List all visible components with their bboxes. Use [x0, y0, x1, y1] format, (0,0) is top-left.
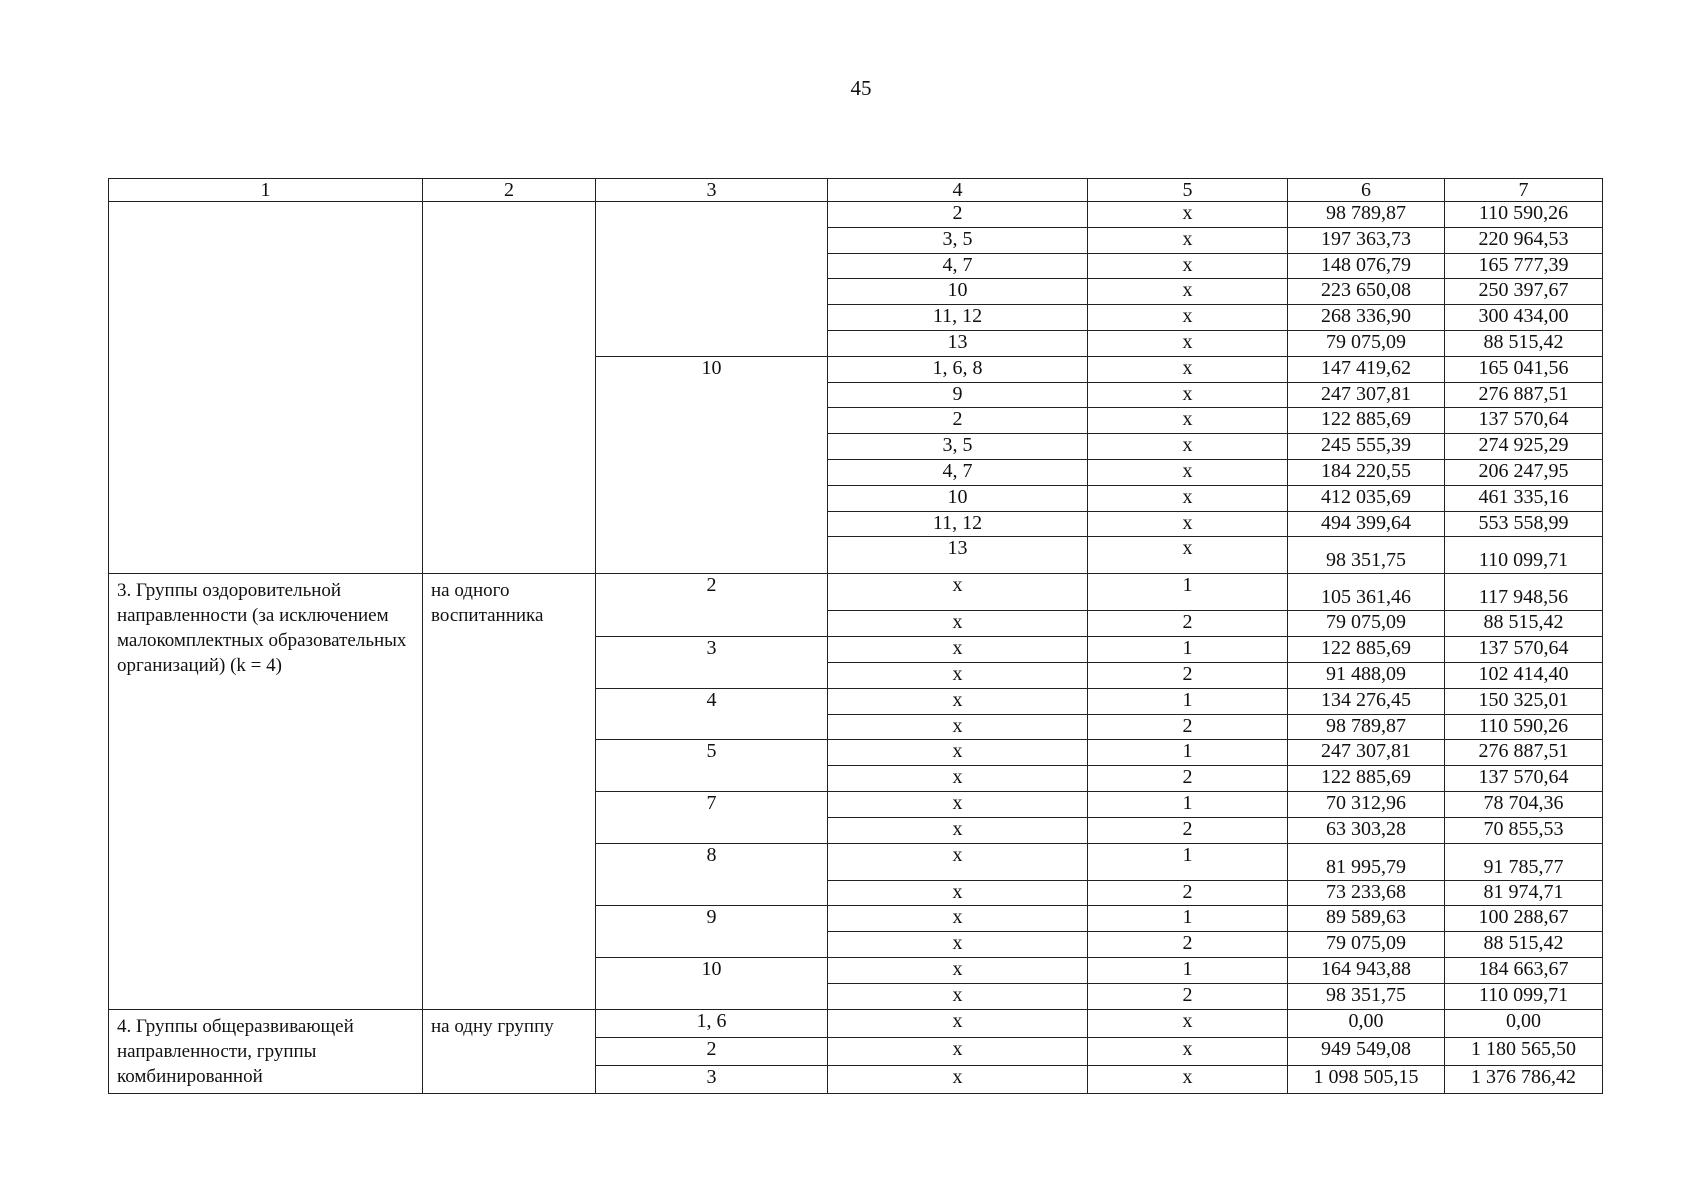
- table-cell: х: [828, 932, 1088, 958]
- table-cell: х: [828, 574, 1088, 611]
- header-row: [109, 179, 1603, 202]
- table-cell: х: [1088, 434, 1288, 460]
- table-cell: х: [828, 714, 1088, 740]
- table-cell: 4, 7: [828, 459, 1088, 485]
- group-number-cell: 4: [596, 688, 828, 740]
- group-number-cell: 9: [596, 906, 828, 958]
- table-cell: 0,00: [1288, 1009, 1445, 1037]
- table-cell: 9: [828, 382, 1088, 408]
- table-cell: х: [828, 611, 1088, 637]
- table-cell: 1: [1088, 688, 1288, 714]
- cont-unit-cell: [423, 202, 596, 574]
- table-cell: 2: [1088, 880, 1288, 906]
- table-cell: 3, 5: [828, 434, 1088, 460]
- table-cell: 63 303,28: [1288, 817, 1445, 843]
- table-cell: 412 035,69: [1288, 485, 1445, 511]
- table-cell: х: [1088, 1037, 1288, 1065]
- table-cell: 276 887,51: [1445, 740, 1603, 766]
- table-cell: 137 570,64: [1445, 637, 1603, 663]
- group-number-cell: 2: [596, 574, 828, 637]
- table-cell: х: [1088, 382, 1288, 408]
- table-cell: 78 704,36: [1445, 791, 1603, 817]
- table-cell: х: [828, 688, 1088, 714]
- table-cell: 137 570,64: [1445, 766, 1603, 792]
- table-cell: 89 589,63: [1288, 906, 1445, 932]
- group-number-cell: 10: [596, 957, 828, 1009]
- group-number-cell: 1, 6: [596, 1009, 828, 1037]
- table-cell: 2: [1088, 983, 1288, 1009]
- table-cell: 2: [1088, 714, 1288, 740]
- table-cell: х: [828, 817, 1088, 843]
- table-cell: 1: [1088, 843, 1288, 880]
- table-cell: 250 397,67: [1445, 279, 1603, 305]
- table-cell: 300 434,00: [1445, 305, 1603, 331]
- table-cell: х: [828, 637, 1088, 663]
- table-cell: 3, 5: [828, 227, 1088, 253]
- table-cell: х: [828, 1037, 1088, 1065]
- table-cell: х: [1088, 305, 1288, 331]
- group-number-cell: 7: [596, 791, 828, 843]
- table-cell: 10: [828, 485, 1088, 511]
- table-cell: х: [1088, 511, 1288, 537]
- table-cell: 10: [828, 279, 1088, 305]
- header-cell: 1: [109, 179, 423, 202]
- table-cell: 1 180 565,50: [1445, 1037, 1603, 1065]
- table-cell: 276 887,51: [1445, 382, 1603, 408]
- unit-cell: на одного воспитанника: [423, 574, 596, 1009]
- table-row: [109, 202, 1603, 228]
- table-cell: 150 325,01: [1445, 688, 1603, 714]
- table-cell: 494 399,64: [1288, 511, 1445, 537]
- table-cell: 11, 12: [828, 511, 1088, 537]
- table-cell: 2: [1088, 766, 1288, 792]
- group-number-cell: 8: [596, 843, 828, 906]
- table-cell: 81 974,71: [1445, 880, 1603, 906]
- table-cell: 98 789,87: [1288, 202, 1445, 228]
- table-cell: 148 076,79: [1288, 253, 1445, 279]
- table-cell: 134 276,45: [1288, 688, 1445, 714]
- table-cell: х: [1088, 253, 1288, 279]
- table-cell: 110 590,26: [1445, 202, 1603, 228]
- table-cell: 88 515,42: [1445, 611, 1603, 637]
- group-number-cell: 3: [596, 637, 828, 689]
- table-cell: 1, 6, 8: [828, 356, 1088, 382]
- table-cell: 79 075,09: [1288, 932, 1445, 958]
- table-cell: 73 233,68: [1288, 880, 1445, 906]
- table-cell: 98 351,75: [1288, 983, 1445, 1009]
- table-cell: 117 948,56: [1445, 574, 1603, 611]
- table-cell: 1 098 505,15: [1288, 1065, 1445, 1093]
- table-cell: х: [1088, 1009, 1288, 1037]
- table-cell: 98 789,87: [1288, 714, 1445, 740]
- table-cell: 1: [1088, 740, 1288, 766]
- table-cell: 164 943,88: [1288, 957, 1445, 983]
- table-cell: 165 041,56: [1445, 356, 1603, 382]
- table-cell: 1: [1088, 957, 1288, 983]
- table-cell: 2: [1088, 932, 1288, 958]
- table-cell: 122 885,69: [1288, 637, 1445, 663]
- table-cell: 220 964,53: [1445, 227, 1603, 253]
- table-cell: 110 590,26: [1445, 714, 1603, 740]
- table-cell: 79 075,09: [1288, 330, 1445, 356]
- table-cell: х: [828, 740, 1088, 766]
- table-cell: х: [828, 957, 1088, 983]
- table-cell: 105 361,46: [1288, 574, 1445, 611]
- table-cell: х: [1088, 1065, 1288, 1093]
- table-cell: х: [828, 1009, 1088, 1037]
- table-cell: х: [828, 843, 1088, 880]
- table-cell: х: [1088, 459, 1288, 485]
- table-cell: 461 335,16: [1445, 485, 1603, 511]
- table-row: [109, 574, 1603, 611]
- table-cell: х: [1088, 356, 1288, 382]
- section-label-cell: 4. Группы общеразвивающей направленности, группы комбинированной: [109, 1009, 423, 1093]
- table-cell: 1: [1088, 906, 1288, 932]
- table-cell: 949 549,08: [1288, 1037, 1445, 1065]
- table-cell: 100 288,67: [1445, 906, 1603, 932]
- group-number-cell: 2: [596, 1037, 828, 1065]
- table-cell: х: [1088, 227, 1288, 253]
- header-cell: 2: [423, 179, 596, 202]
- header-cell: 4: [828, 179, 1088, 202]
- table-cell: 206 247,95: [1445, 459, 1603, 485]
- table-cell: х: [828, 791, 1088, 817]
- table-cell: 88 515,42: [1445, 932, 1603, 958]
- table-cell: 122 885,69: [1288, 766, 1445, 792]
- table-cell: 274 925,29: [1445, 434, 1603, 460]
- table-cell: 245 555,39: [1288, 434, 1445, 460]
- table-cell: 247 307,81: [1288, 740, 1445, 766]
- table-cell: 13: [828, 537, 1088, 574]
- table-cell: 122 885,69: [1288, 408, 1445, 434]
- table-cell: 165 777,39: [1445, 253, 1603, 279]
- table-cell: 13: [828, 330, 1088, 356]
- table-cell: 4, 7: [828, 253, 1088, 279]
- table-cell: 1: [1088, 791, 1288, 817]
- table-cell: 70 855,53: [1445, 817, 1603, 843]
- table-cell: 223 650,08: [1288, 279, 1445, 305]
- table-cell: 247 307,81: [1288, 382, 1445, 408]
- table-cell: 79 075,09: [1288, 611, 1445, 637]
- cont-label-cell: [109, 202, 423, 574]
- group-number-cell: 5: [596, 740, 828, 792]
- table-cell: х: [1088, 537, 1288, 574]
- table-cell: 2: [1088, 611, 1288, 637]
- header-cell: 7: [1445, 179, 1603, 202]
- table-cell: 553 558,99: [1445, 511, 1603, 537]
- cont-group-cell: [596, 202, 828, 357]
- table-cell: 81 995,79: [1288, 843, 1445, 880]
- table-cell: 2: [1088, 817, 1288, 843]
- table-cell: х: [828, 906, 1088, 932]
- unit-cell: на одну группу: [423, 1009, 596, 1093]
- table-cell: х: [828, 983, 1088, 1009]
- table-cell: 137 570,64: [1445, 408, 1603, 434]
- group-number-cell: 3: [596, 1065, 828, 1093]
- table-cell: 2: [828, 202, 1088, 228]
- table-body: [109, 179, 1603, 1094]
- table-cell: х: [828, 880, 1088, 906]
- table-cell: 110 099,71: [1445, 983, 1603, 1009]
- page-number: 45: [850, 76, 872, 100]
- table-cell: 102 414,40: [1445, 662, 1603, 688]
- table-cell: 11, 12: [828, 305, 1088, 331]
- table-row: [109, 1009, 1603, 1037]
- table-cell: 0,00: [1445, 1009, 1603, 1037]
- table-cell: 1: [1088, 637, 1288, 663]
- table-cell: 184 663,67: [1445, 957, 1603, 983]
- table-cell: х: [828, 662, 1088, 688]
- header-cell: 6: [1288, 179, 1445, 202]
- table-cell: 2: [1088, 662, 1288, 688]
- table-cell: 88 515,42: [1445, 330, 1603, 356]
- table-cell: 91 785,77: [1445, 843, 1603, 880]
- table-cell: х: [1088, 485, 1288, 511]
- section-label-cell: 3. Группы оздоровительной направленности (за исключением малокомплектных образовательных организаций) (k = 4): [109, 574, 423, 1009]
- table-cell: 70 312,96: [1288, 791, 1445, 817]
- header-cell: 3: [596, 179, 828, 202]
- table-cell: х: [1088, 408, 1288, 434]
- table-cell: 147 419,62: [1288, 356, 1445, 382]
- table-cell: 197 363,73: [1288, 227, 1445, 253]
- table-cell: 91 488,09: [1288, 662, 1445, 688]
- table-cell: 268 336,90: [1288, 305, 1445, 331]
- table-cell: х: [828, 766, 1088, 792]
- table-cell: 98 351,75: [1288, 537, 1445, 574]
- table-cell: х: [828, 1065, 1088, 1093]
- table-cell: 1 376 786,42: [1445, 1065, 1603, 1093]
- table-cell: х: [1088, 279, 1288, 305]
- tariff-table: [108, 178, 1603, 1094]
- table-cell: 1: [1088, 574, 1288, 611]
- group-number-cell: 10: [596, 356, 828, 574]
- table-cell: 110 099,71: [1445, 537, 1603, 574]
- table-cell: х: [1088, 330, 1288, 356]
- table-cell: 2: [828, 408, 1088, 434]
- table-cell: 184 220,55: [1288, 459, 1445, 485]
- table-cell: х: [1088, 202, 1288, 228]
- header-cell: 5: [1088, 179, 1288, 202]
